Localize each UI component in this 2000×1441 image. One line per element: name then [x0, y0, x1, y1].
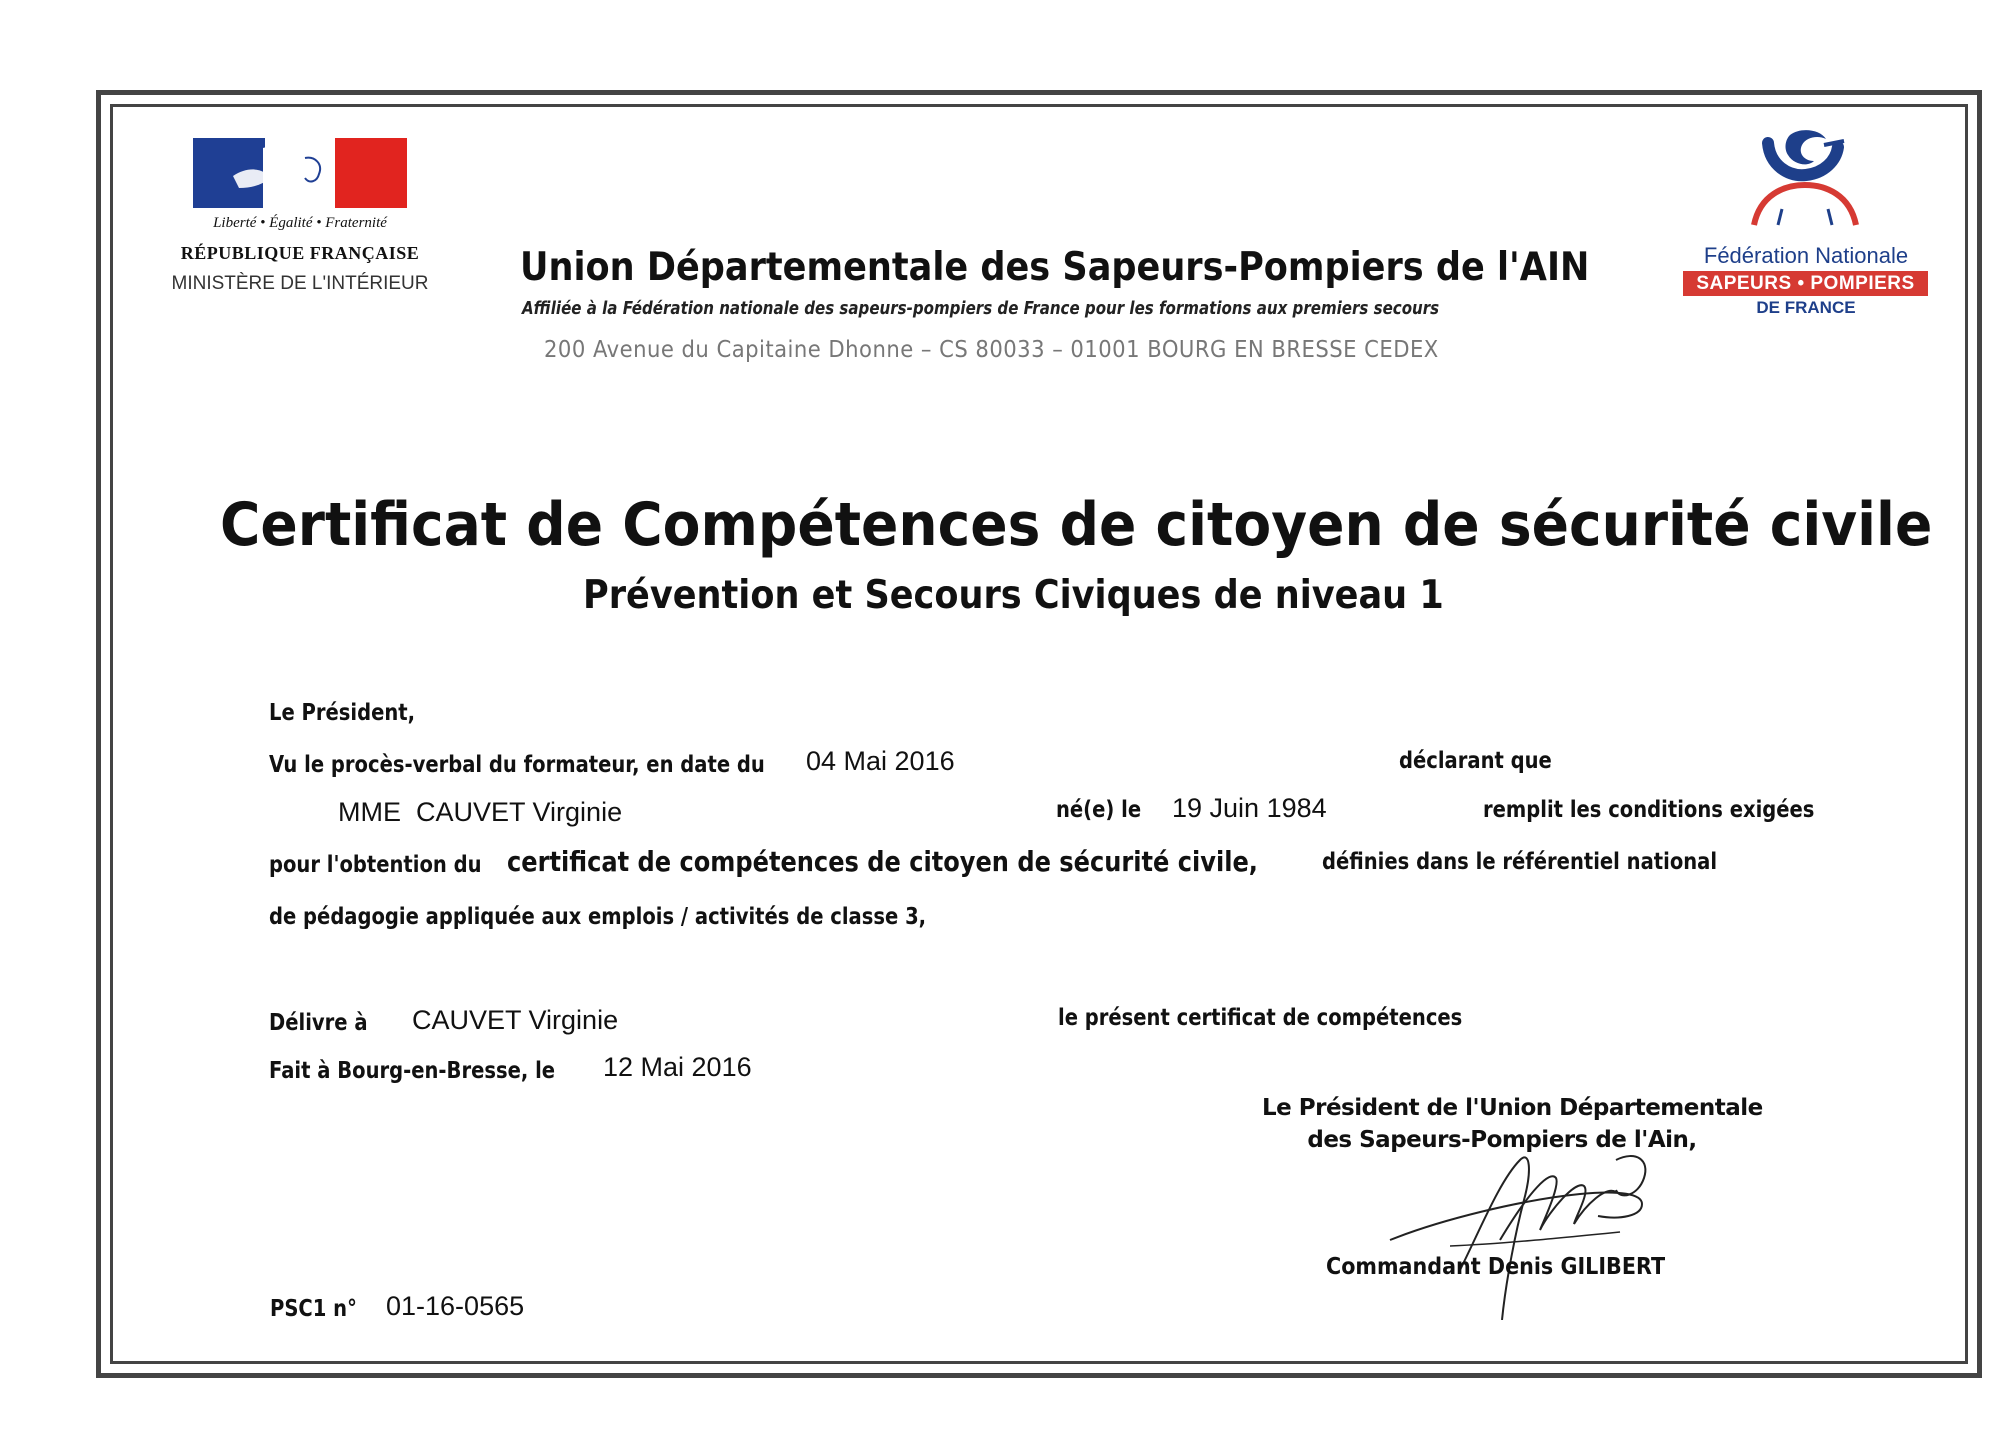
president-label: Le Président,: [269, 700, 416, 726]
republic-name: RÉPUBLIQUE FRANÇAISE: [180, 243, 420, 263]
certificate-subtitle: Prévention et Secours Civiques de niveau 1: [583, 573, 1444, 618]
born-date: 19 Juin 1984: [1172, 793, 1327, 823]
present-certificate-label: le présent certificat de compétences: [1058, 1005, 1463, 1031]
born-label: né(e) le: [1056, 797, 1142, 823]
psc-number: 01-16-0565: [386, 1291, 525, 1321]
signature-line-1: Le Président de l'Union Départementale: [1262, 1095, 1763, 1121]
fait-date: 12 Mai 2016: [603, 1052, 752, 1082]
psc-label: PSC1 n°: [270, 1296, 357, 1322]
definies-label: définies dans le référentiel national: [1322, 849, 1718, 875]
vu-label: Vu le procès-verbal du formateur, en date du: [269, 752, 765, 778]
organization-address: 200 Avenue du Capitaine Dhonne – CS 80033 – 01001 BOURG EN BRESSE CEDEX: [544, 337, 1439, 363]
republic-motto: Liberté • Égalité • Fraternité: [213, 215, 387, 231]
marianne-flag-logo: [193, 138, 407, 208]
signer-name: Commandant Denis GILIBERT: [1326, 1254, 1666, 1280]
delivre-name: CAUVET Virginie: [412, 1005, 619, 1035]
signature-line-2: des Sapeurs-Pompiers de l'Ain,: [1307, 1127, 1697, 1153]
organization-name: Union Départementale des Sapeurs-Pompiers de l'AIN: [520, 245, 1590, 290]
handwritten-signature: [1380, 1120, 1680, 1320]
vu-date: 04 Mai 2016: [806, 746, 955, 776]
conditions-label: remplit les conditions exigées: [1483, 797, 1815, 823]
fnspf-subtitle: DE FRANCE: [1756, 298, 1856, 317]
certificate-title: Certificat de Compétences de citoyen de sécurité civile: [220, 490, 1933, 560]
obtention-label: pour l'obtention du: [269, 852, 482, 878]
fnspf-band: SAPEURS • POMPIERS: [1683, 271, 1928, 296]
affiliation-line: Affiliée à la Fédération nationale des sapeurs-pompiers de France pour les formations aux premiers secours: [522, 299, 1440, 319]
person-name: MME CAUVET Virginie: [338, 797, 623, 827]
obtention-certificate: certificat de compétences de citoyen de sécurité civile,: [507, 845, 1258, 878]
fnspf-emblem-logo: [1740, 125, 1870, 237]
fait-label: Fait à Bourg-en-Bresse, le: [269, 1058, 556, 1084]
pedagogie-label: de pédagogie appliquée aux emplois / activités de classe 3,: [269, 904, 927, 930]
delivre-label: Délivre à: [269, 1010, 368, 1036]
ministry-name: MINISTÈRE DE L'INTÉRIEUR: [171, 273, 429, 294]
fnspf-title: Fédération Nationale: [1703, 243, 1909, 268]
declarant-label: déclarant que: [1399, 748, 1552, 774]
